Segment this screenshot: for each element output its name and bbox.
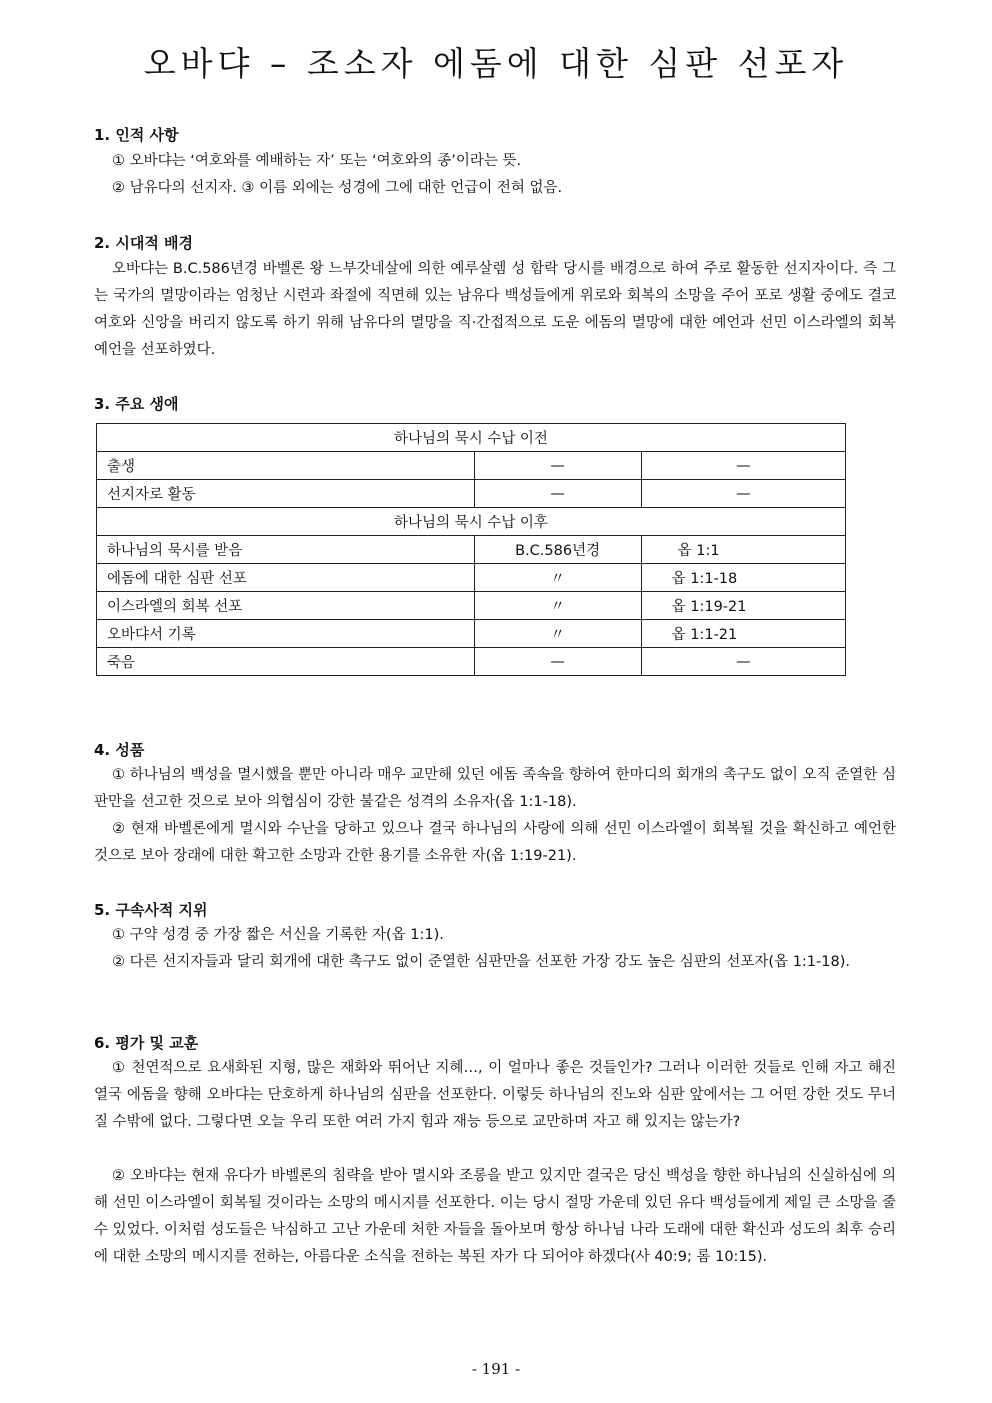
table-row <box>97 564 846 592</box>
section-heading-redemptive-status: 5. 구속사적 지위 <box>94 901 208 919</box>
event-cell: 하나님의 묵시를 받음 <box>97 536 475 564</box>
event-cell: 출생 <box>97 452 475 480</box>
event-cell: 오바댜서 기록 <box>97 620 475 648</box>
date-cell: 〃 <box>474 592 641 620</box>
section-personal-info-body <box>94 148 896 202</box>
event-cell: 죽음 <box>97 648 475 676</box>
section-heading-character: 4. 성품 <box>94 741 145 759</box>
character-paragraph-1: ① 하나님의 백성을 멸시했을 뿐만 아니라 매우 교만해 있던 에돔 족속을 향하여 한마디의 회개의 촉구도 없이 오직 준열한 심판만을 선고한 것으로 보아 의협심이 강한 불같은 성격의 소유자(옵 1:1-18). <box>94 767 896 810</box>
section-heading-evaluation: 6. 평가 및 교훈 <box>94 1034 199 1052</box>
section-heading-background: 2. 시대적 배경 <box>94 234 194 252</box>
date-cell: B.C.586년경 <box>474 536 641 564</box>
table-group-header: 하나님의 묵시 수납 이전 <box>97 424 846 452</box>
table-row <box>97 480 846 508</box>
redemptive-status-paragraph-2: ② 다른 선지자들과 달리 회개에 대한 촉구도 없이 준열한 심판만을 선포한 가장 강도 높은 심판의 선포자(옵 1:1-18). <box>112 954 850 970</box>
reference-cell: — <box>641 648 845 676</box>
page-title: 오바댜 – 조소자 에돔에 대한 심판 선포자 <box>143 44 849 83</box>
table-row <box>97 592 846 620</box>
personal-info-line: ② 남유다의 선지자. ③ 이름 외에는 성경에 그에 대한 언급이 전혀 없음. <box>112 180 563 196</box>
character-paragraph-2: ② 현재 바벨론에게 멸시와 수난을 당하고 있으나 결국 하나님의 사랑에 의해 선민 이스라엘이 회복될 것을 확신하고 예언한 것으로 보아 장래에 대한 확고한 소망과 간한 용기를 소유한 자(옵 1:19-21). <box>94 821 896 864</box>
table-row <box>97 452 846 480</box>
date-cell: 〃 <box>474 620 641 648</box>
table-row <box>97 648 846 676</box>
section-heading-personal-info: 1. 인적 사항 <box>94 126 179 144</box>
redemptive-status-paragraph-1: ① 구약 성경 중 가장 짧은 서신을 기록한 자(옵 1:1). <box>112 927 444 943</box>
reference-cell: 옵 1:1-21 <box>641 620 845 648</box>
life-events-table <box>96 423 846 676</box>
evaluation-paragraph-2: ② 오바댜는 현재 유다가 바벨론의 침략을 받아 멸시와 조롱을 받고 있지만 결국은 당신 백성을 향한 하나님의 신실하심에 의해 선민 이스라엘이 회복될 것이라는 소망의 메시지를 선포한다. 이는 당시 절망 가운데 있던 유다 백성들에게 제일 큰 소망을 줄 수 있었다. 이처럼 성도들은 낙심하고 고난 가운데 처한 자들을 돌아보며 항상 하나님 나라 도래에 대한 확신과 성도의 최후 승리에 대한 소망의 메시지를 전하는, 아름다운 소식을 전하는 복된 자가 다 되어야 하겠다(사 40:9; 롬 10:15). <box>94 1168 896 1265</box>
event-cell: 이스라엘의 회복 선포 <box>97 592 475 620</box>
date-cell: 〃 <box>474 564 641 592</box>
event-cell: 선지자로 활동 <box>97 480 475 508</box>
table-group-header-row <box>97 508 846 536</box>
table-group-header: 하나님의 묵시 수납 이후 <box>97 508 846 536</box>
table-group-header-row <box>97 424 846 452</box>
date-cell: — <box>474 648 641 676</box>
section-heading-main-life: 3. 주요 생애 <box>94 395 179 413</box>
reference-cell: 옵 1:19-21 <box>641 592 845 620</box>
reference-cell: — <box>641 480 845 508</box>
evaluation-paragraph-1: ① 천연적으로 요새화된 지형, 많은 재화와 뛰어난 지혜…, 이 얼마나 좋은 것들인가? 그러나 이러한 것들로 인해 자고 해진 열국 에돔을 향해 오바댜는 단호하게 하나님의 심판을 선포한다. 이렇듯 하나님의 진노와 심판 앞에서는 그 어떤 강한 것도 무너질 수밖에 없다. 그렇다면 오늘 우리 또한 여러 가지 힘과 재능 등으로 교만하며 자고 해 있지는 않는가? <box>94 1060 896 1130</box>
date-cell: — <box>474 452 641 480</box>
reference-cell: — <box>641 452 845 480</box>
table-row <box>97 620 846 648</box>
background-paragraph: 오바댜는 B.C.586년경 바벨론 왕 느부갓네살에 의한 예루살렘 성 함락 당시를 배경으로 하여 주로 활동한 선지자이다. 즉 그는 국가의 멸망이라는 엄청난 시련과 좌절에 직면해 있는 남유다 백성들에게 위로와 회복의 소망을 주어 포로 생활 중에도 결코 여호와 신앙을 버리지 않도록 하기 위해 남유다의 멸망을 직·간접적으로 도운 에돔의 멸망에 대한 예언과 선민 이스라엘의 회복 예언을 선포하였다. <box>94 261 896 358</box>
event-cell: 에돔에 대한 심판 선포 <box>97 564 475 592</box>
page-number: - 191 - <box>471 1360 521 1378</box>
date-cell: — <box>474 480 641 508</box>
personal-info-line: ① 오바댜는 ‘여호와를 예배하는 자’ 또는 ‘여호와의 종’이라는 뜻. <box>112 153 522 169</box>
reference-cell: 옵 1:1 <box>641 536 845 564</box>
table-row <box>97 536 846 564</box>
reference-cell: 옵 1:1-18 <box>641 564 845 592</box>
